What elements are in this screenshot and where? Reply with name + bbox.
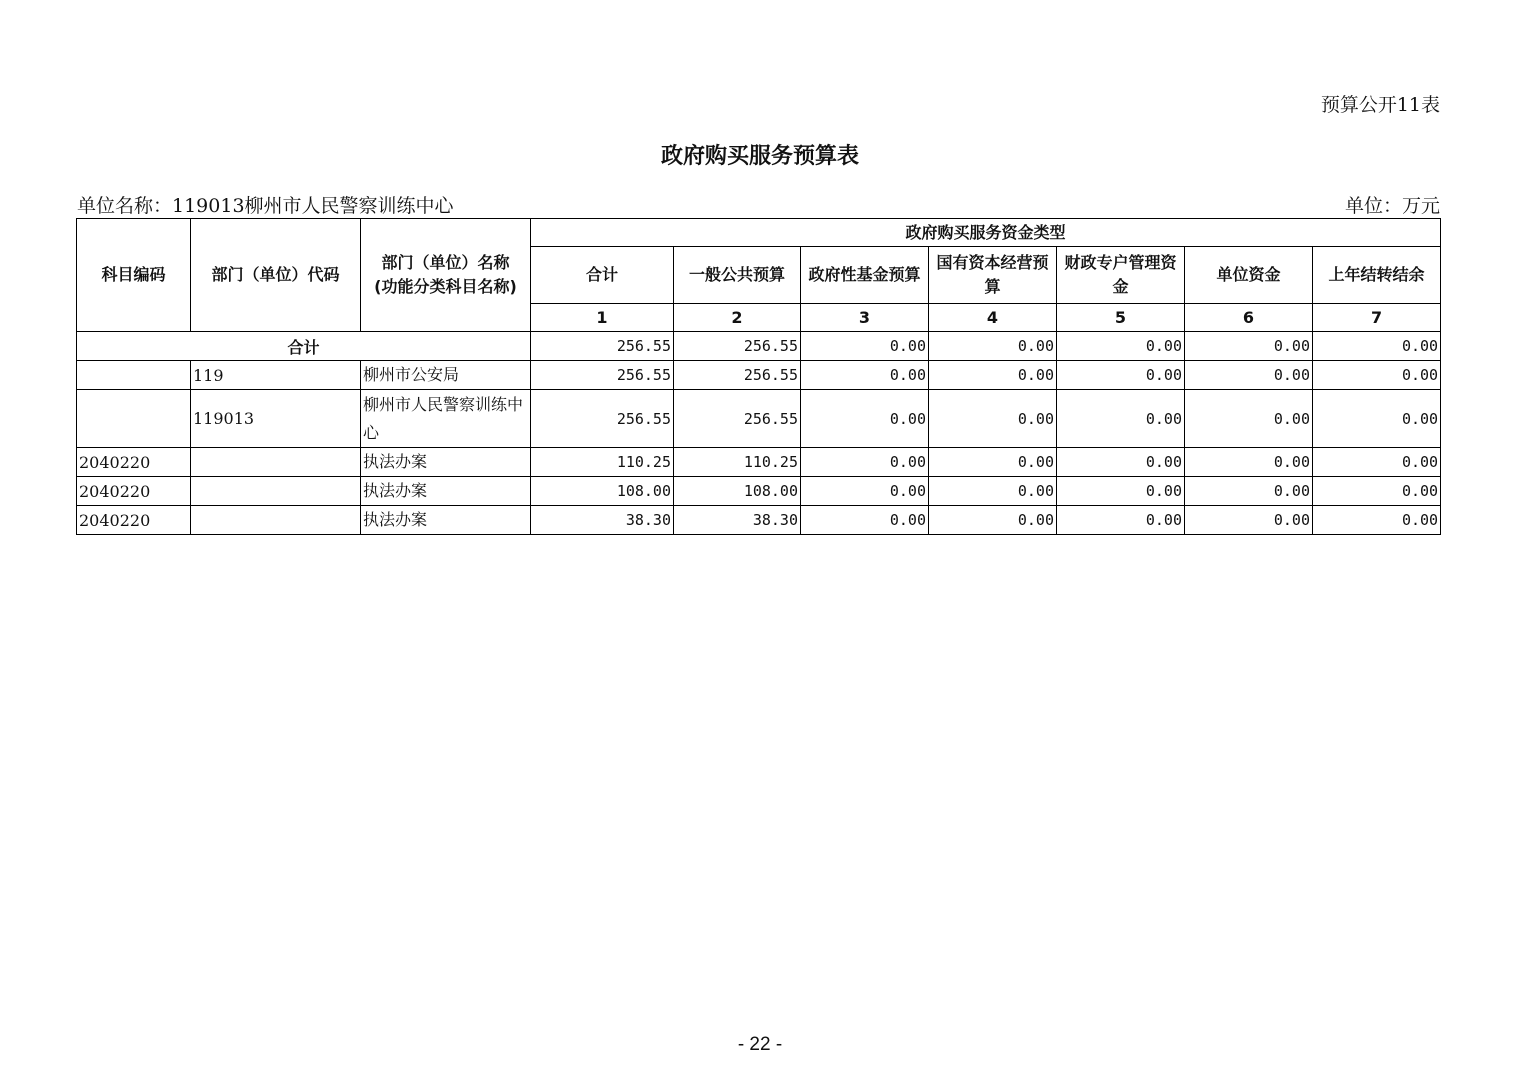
table-cell-value: 0.00	[1185, 361, 1313, 390]
table-cell-value: 0.00	[801, 506, 929, 535]
table-cell-value: 38.30	[531, 506, 674, 535]
header-col-number: 5	[1057, 304, 1185, 332]
dept-code-cell	[191, 477, 361, 506]
table-cell-value: 256.55	[674, 332, 801, 361]
header-dept-name-line2: (功能分类科目名称)	[374, 277, 517, 296]
table-cell-value: 108.00	[531, 477, 674, 506]
dept-name-cell: 执法办案	[361, 506, 531, 535]
table-cell-value: 0.00	[801, 390, 929, 448]
table-cell-value: 0.00	[1313, 477, 1441, 506]
budget-table	[76, 218, 1441, 535]
table-cell-value: 0.00	[1057, 332, 1185, 361]
header-dept-code: 部门（单位）代码	[191, 219, 361, 332]
dept-name-cell: 柳州市人民警察训练中心	[361, 390, 531, 448]
header-col: 国有资本经营预算	[929, 247, 1057, 304]
page-number: - 22 -	[737, 1034, 783, 1055]
form-code: 预算公开11表	[1320, 94, 1440, 116]
table-cell-value: 0.00	[1185, 506, 1313, 535]
table-cell-value: 0.00	[1057, 448, 1185, 477]
table-cell-value: 0.00	[1185, 390, 1313, 448]
table-row	[77, 361, 1441, 390]
header-col-number: 2	[674, 304, 801, 332]
table-cell-value: 256.55	[531, 390, 674, 448]
table-row	[77, 477, 1441, 506]
dept-code-cell	[191, 506, 361, 535]
subject-code-cell: 2040220	[77, 506, 191, 535]
table-row	[77, 506, 1441, 535]
table-cell-value: 256.55	[674, 390, 801, 448]
subject-code-cell	[77, 390, 191, 448]
table-cell-value: 108.00	[674, 477, 801, 506]
header-col-number: 7	[1313, 304, 1441, 332]
table-row	[77, 448, 1441, 477]
table-cell-value: 110.25	[674, 448, 801, 477]
dept-code-cell	[191, 448, 361, 477]
header-col: 政府性基金预算	[801, 247, 929, 304]
table-cell-value: 0.00	[1057, 390, 1185, 448]
header-col-number: 3	[801, 304, 929, 332]
table-cell-value: 0.00	[929, 506, 1057, 535]
subject-code-cell: 2040220	[77, 477, 191, 506]
header-dept-name-line1: 部门（单位）名称	[381, 253, 510, 272]
table-cell-value: 0.00	[1313, 361, 1441, 390]
subject-code-cell	[77, 361, 191, 390]
header-col: 单位资金	[1185, 247, 1313, 304]
table-cell-value: 256.55	[531, 361, 674, 390]
table-cell-value: 0.00	[1185, 477, 1313, 506]
table-cell-value: 0.00	[1185, 448, 1313, 477]
table-cell-value: 0.00	[801, 448, 929, 477]
table-cell-value: 0.00	[1057, 477, 1185, 506]
header-dept-name	[361, 219, 531, 332]
header-col: 合计	[531, 247, 674, 304]
header-col: 一般公共预算	[674, 247, 801, 304]
table-cell-value: 256.55	[531, 332, 674, 361]
table-cell-value: 38.30	[674, 506, 801, 535]
unit-measure: 单位：万元	[1344, 195, 1440, 217]
header-col-number: 1	[531, 304, 674, 332]
table-cell-value: 0.00	[801, 361, 929, 390]
header-subject-code: 科目编码	[77, 219, 191, 332]
table-cell-value: 0.00	[1313, 332, 1441, 361]
table-cell-value: 0.00	[1185, 332, 1313, 361]
total-label: 合计	[77, 332, 531, 361]
table-cell-value: 0.00	[1057, 361, 1185, 390]
header-fund-type-group: 政府购买服务资金类型	[531, 219, 1441, 247]
table-cell-value: 0.00	[929, 477, 1057, 506]
header-col-number: 6	[1185, 304, 1313, 332]
dept-name-cell: 柳州市公安局	[361, 361, 531, 390]
total-row	[77, 332, 1441, 361]
subject-code-cell: 2040220	[77, 448, 191, 477]
table-cell-value: 110.25	[531, 448, 674, 477]
table-cell-value: 0.00	[929, 361, 1057, 390]
header-col: 上年结转结余	[1313, 247, 1441, 304]
dept-code-cell: 119	[191, 361, 361, 390]
table-cell-value: 0.00	[801, 332, 929, 361]
header-col: 财政专户管理资金	[1057, 247, 1185, 304]
header-col-number: 4	[929, 304, 1057, 332]
table-row	[77, 390, 1441, 448]
table-cell-value: 0.00	[801, 477, 929, 506]
page-title: 政府购买服务预算表	[660, 144, 859, 169]
table-cell-value: 0.00	[1313, 390, 1441, 448]
dept-name-cell: 执法办案	[361, 448, 531, 477]
table-cell-value: 0.00	[1057, 506, 1185, 535]
table-cell-value: 256.55	[674, 361, 801, 390]
unit-name: 单位名称：119013柳州市人民警察训练中心	[77, 195, 454, 217]
dept-name-cell: 执法办案	[361, 477, 531, 506]
table-cell-value: 0.00	[1313, 448, 1441, 477]
dept-code-cell: 119013	[191, 390, 361, 448]
table-cell-value: 0.00	[929, 448, 1057, 477]
table-cell-value: 0.00	[929, 390, 1057, 448]
table-cell-value: 0.00	[929, 332, 1057, 361]
table-cell-value: 0.00	[1313, 506, 1441, 535]
